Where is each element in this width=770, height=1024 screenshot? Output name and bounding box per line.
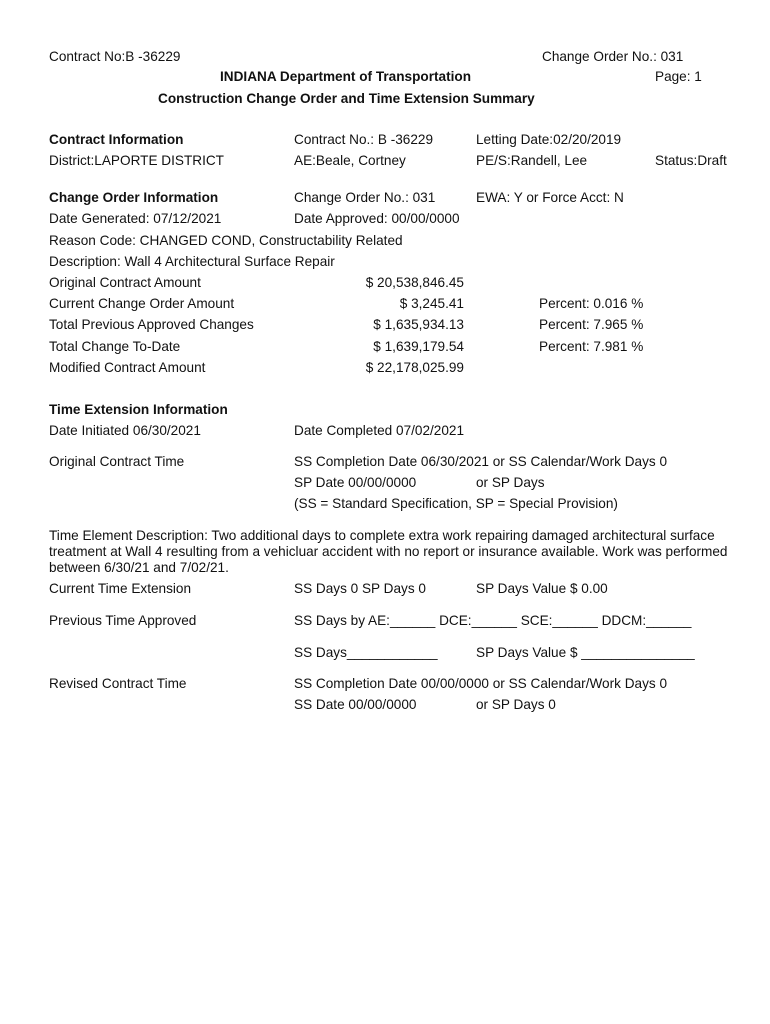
change-order-ewa: EWA: Y or Force Acct: N (476, 190, 624, 205)
header-agency: INDIANA Department of Transportation (220, 69, 471, 84)
contract-info-heading: Contract Information (49, 132, 184, 147)
previous-sp-days-value: SP Days Value $ _______________ (476, 645, 695, 660)
current-time-value: SP Days Value $ 0.00 (476, 581, 608, 596)
time-extension-heading: Time Extension Information (49, 402, 228, 417)
revised-ss-date: SS Date 00/00/0000 (294, 697, 417, 712)
revised-contract-time-label: Revised Contract Time (49, 676, 187, 691)
previous-ss-days: SS Days____________ (294, 645, 438, 660)
amount-value: $ 1,639,179.54 (373, 339, 464, 354)
original-ss-completion: SS Completion Date 06/30/2021 or SS Calendar/Work Days 0 (294, 454, 668, 469)
time-date-initiated: Date Initiated 06/30/2021 (49, 423, 201, 438)
original-sp-date: SP Date 00/00/0000 (294, 475, 417, 490)
document-title: Construction Change Order and Time Extension Summary (158, 91, 535, 106)
amount-percent: Percent: 7.981 % (539, 339, 644, 354)
revised-sp-days: or SP Days 0 (476, 697, 556, 712)
change-order-date-generated: Date Generated: 07/12/2021 (49, 211, 222, 226)
contract-info-pe-s: PE/S:Randell, Lee (476, 153, 588, 168)
amount-percent: Percent: 7.965 % (539, 317, 644, 332)
contract-info-ae: AE:Beale, Cortney (294, 153, 406, 168)
amount-label: Total Previous Approved Changes (49, 317, 254, 332)
change-order-reason-code: Reason Code: CHANGED COND, Constructability Related (49, 233, 403, 248)
previous-ss-days-by: SS Days by AE:______ DCE:______ SCE:______ DDCM:______ (294, 613, 692, 628)
contract-info-district: District:LAPORTE DISTRICT (49, 153, 224, 168)
contract-info-status: Status:Draft (655, 153, 727, 168)
header-change-order-no: Change Order No.: 031 (542, 49, 684, 64)
amount-value: $ 1,635,934.13 (373, 317, 464, 332)
amount-value: $ 22,178,025.99 (365, 360, 464, 375)
amount-label: Total Change To-Date (49, 339, 181, 354)
change-order-number: Change Order No.: 031 (294, 190, 436, 205)
amount-percent: Percent: 0.016 % (539, 296, 644, 311)
amount-label: Original Contract Amount (49, 275, 201, 290)
amount-value: $ 3,245.41 (399, 296, 464, 311)
time-date-completed: Date Completed 07/02/2021 (294, 423, 465, 438)
header-contract-no: Contract No:B -36229 (49, 49, 181, 64)
contract-info-contract-no: Contract No.: B -36229 (294, 132, 434, 147)
change-order-description: Description: Wall 4 Architectural Surface Repair (49, 254, 335, 269)
amount-value: $ 20,538,846.45 (365, 275, 464, 290)
header-page-number: Page: 1 (655, 69, 702, 84)
amount-label: Current Change Order Amount (49, 296, 235, 311)
current-time-extension-label: Current Time Extension (49, 581, 192, 596)
current-time-days: SS Days 0 SP Days 0 (294, 581, 426, 596)
change-order-heading: Change Order Information (49, 190, 219, 205)
original-contract-time-label: Original Contract Time (49, 454, 185, 469)
revised-ss-completion: SS Completion Date 00/00/0000 or SS Calendar/Work Days 0 (294, 676, 668, 691)
original-legend: (SS = Standard Specification, SP = Special Provision) (294, 496, 618, 511)
time-element-description: Time Element Description: Two additional days to complete extra work repairing damaged architectural surface treatment at Wall 4 resulting from a vehicluar accident with no report or insurance available. Work was performed between 6/30/21 and 7/02/21. (49, 528, 728, 575)
previous-time-approved-label: Previous Time Approved (49, 613, 197, 628)
contract-info-letting-date: Letting Date:02/20/2019 (476, 132, 622, 147)
change-order-date-approved: Date Approved: 00/00/0000 (294, 211, 460, 226)
amount-label: Modified Contract Amount (49, 360, 206, 375)
original-sp-days: or SP Days (476, 475, 545, 490)
